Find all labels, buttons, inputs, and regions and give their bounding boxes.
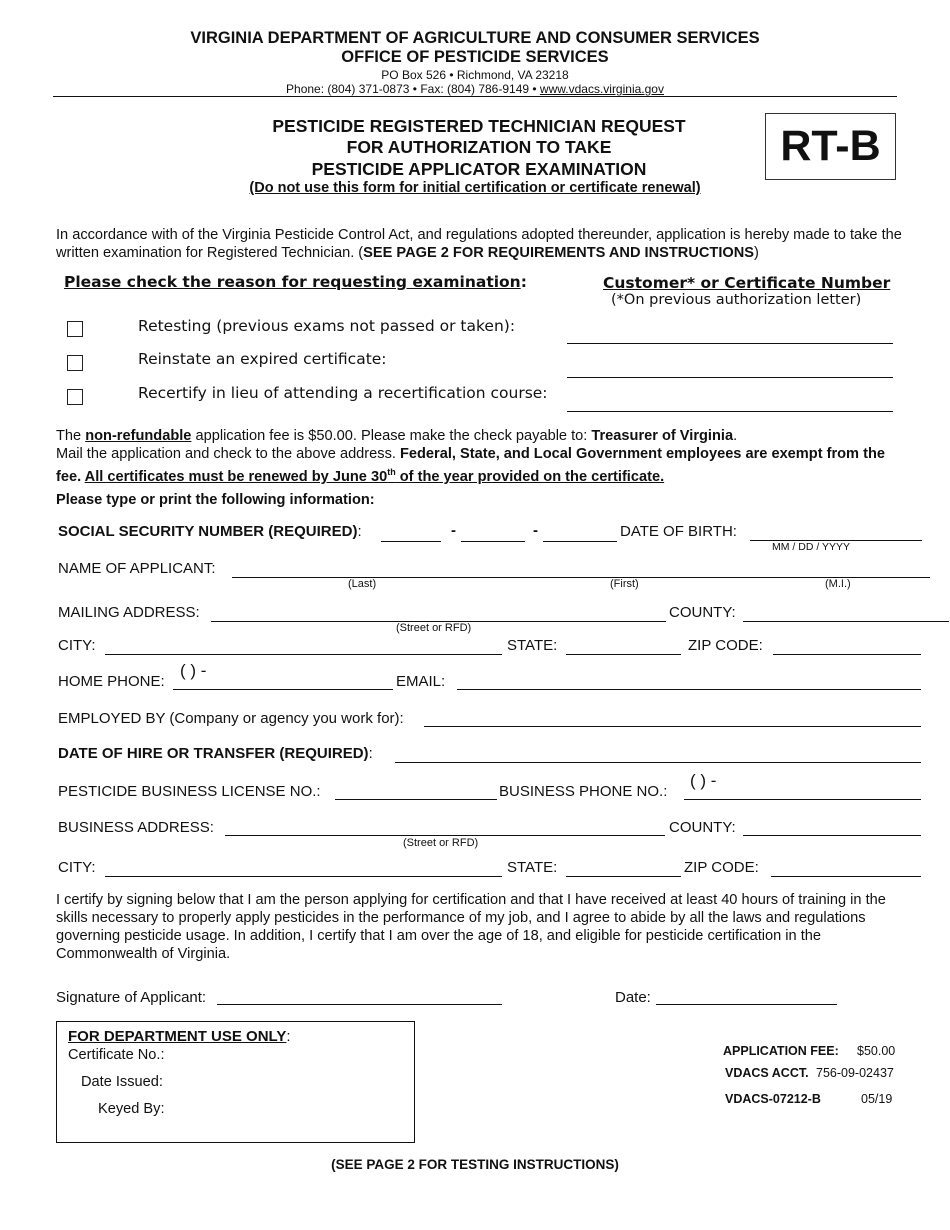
home-phone-input[interactable] (173, 673, 393, 690)
title-line-2: FOR AUTHORIZATION TO TAKE (346, 137, 612, 157)
vdacs-account-value: 756-09-02437 (816, 1066, 894, 1080)
vdacs-account-label: VDACS ACCT. (725, 1066, 809, 1080)
date-issued-label: Date Issued: (81, 1074, 163, 1090)
reasons-heading (64, 273, 527, 291)
name-label: NAME OF APPLICANT: (58, 560, 216, 577)
title-line-1: PESTICIDE REGISTERED TECHNICIAN REQUEST (272, 116, 686, 136)
phone-fax: Phone: (804) 371-0873 • Fax: (804) 786-9149 • (286, 82, 540, 96)
header-divider (53, 96, 897, 97)
signature-label: Signature of Applicant: (56, 989, 207, 1006)
reasons-heading-text: Please check the reason for requesting examination (64, 273, 521, 291)
fee-text-1: The (56, 428, 86, 444)
agency-name: VIRGINIA DEPARTMENT OF AGRICULTURE AND CONSUMER SERVICES (190, 29, 760, 47)
form-code-box: RT-B (765, 113, 896, 180)
email-input[interactable] (457, 673, 921, 690)
business-state-label: STATE: (507, 859, 558, 876)
fee-paragraph (56, 427, 906, 486)
hire-date-input[interactable] (395, 746, 921, 763)
intro-paragraph (56, 226, 906, 262)
fee-renewal-sup: th (387, 467, 396, 477)
business-zip-input[interactable] (771, 860, 921, 877)
dob-label: DATE OF BIRTH: (620, 523, 737, 540)
website-link[interactable]: www.vdacs.virginia.gov (539, 82, 664, 96)
reinstate-label: Reinstate an expired certificate: (138, 350, 387, 368)
title-note: (Do not use this form for initial certification or certificate renewal) (249, 180, 701, 196)
signature-date-input[interactable] (656, 988, 837, 1005)
number-heading: Customer* or Certificate Number (603, 274, 891, 292)
intro-bold: SEE PAGE 2 FOR REQUIREMENTS AND INSTRUCTIONS (363, 245, 754, 261)
keyed-by-label: Keyed By: (98, 1101, 165, 1117)
business-phone-label: BUSINESS PHONE NO.: (499, 783, 668, 800)
fee-renewal-b: of the year provided on the certificate. (395, 468, 665, 485)
application-fee-label: APPLICATION FEE: (723, 1044, 839, 1058)
mailing-state-input[interactable] (566, 638, 681, 655)
fee-text-2: application fee is $50.00. Please make the check payable to: (191, 428, 592, 444)
business-address-label: BUSINESS ADDRESS: (58, 819, 214, 836)
info-prompt: Please type or print the following information: (56, 492, 375, 508)
form-number: VDACS-07212-B (725, 1092, 821, 1106)
office-name: OFFICE OF PESTICIDE SERVICES (341, 48, 609, 66)
name-last-hint: (Last) (348, 578, 377, 590)
business-address-input[interactable] (225, 819, 665, 836)
fee-exempt: Federal, State, and Local Government employees are exempt from the fee (56, 446, 885, 485)
business-city-input[interactable] (105, 860, 502, 877)
signature-date-label: Date: (615, 989, 651, 1006)
name-mi-hint: (M.I.) (825, 578, 851, 590)
mailing-county-input[interactable] (743, 605, 949, 622)
fee-text-3: . (733, 428, 738, 444)
hire-date-label-colon: : (368, 745, 373, 762)
mailing-street-hint: (Street or RFD) (396, 622, 472, 634)
mailing-city-label: CITY: (58, 637, 96, 654)
reinstate-checkbox[interactable] (67, 355, 83, 371)
mailing-zip-input[interactable] (773, 638, 921, 655)
reasons-heading-colon: : (520, 273, 527, 291)
recertify-number-field[interactable] (567, 411, 893, 412)
intro-text: In accordance with of the Virginia Pesticide Control Act, and regulations adopted thereunder, application is hereby made to take the written examination for Registered Technician. ( (56, 227, 902, 261)
signature-input[interactable] (217, 988, 502, 1005)
mailing-address-label: MAILING ADDRESS: (58, 604, 200, 621)
business-license-label: PESTICIDE BUSINESS LICENSE NO.: (58, 783, 321, 800)
dob-input[interactable] (750, 524, 922, 541)
business-city-label: CITY: (58, 859, 96, 876)
mailing-address-input[interactable] (211, 605, 666, 622)
department-use-heading (68, 1028, 291, 1045)
business-phone-parens: ( ) - (690, 771, 717, 790)
employed-by-label: EMPLOYED BY (Company or agency you work for): (58, 710, 404, 727)
fee-payee: Treasurer of Virginia (591, 428, 734, 444)
mailing-zip-label: ZIP CODE: (688, 637, 763, 654)
mailing-city-input[interactable] (105, 638, 502, 655)
certification-statement: I certify by signing below that I am the person applying for certification and that I have received at least 40 hours of training in the skills necessary to properly apply pesticides in the performance of my job, and I agree to abide by all the laws and regulations governing pesticide usage. In addition, I certify that I am over the age of 18, and eligible for pesticide certification in the Commonwealth of Virginia. (56, 892, 886, 962)
business-license-input[interactable] (335, 783, 497, 800)
title-line-3: PESTICIDE APPLICATOR EXAMINATION (311, 159, 647, 179)
recertify-label: Recertify in lieu of attending a recertification course: (138, 384, 548, 402)
fee-renewal (85, 469, 664, 485)
form-date: 05/19 (861, 1092, 893, 1106)
business-county-label: COUNTY: (669, 819, 736, 836)
mailing-state-label: STATE: (507, 637, 558, 654)
name-first-hint: (First) (610, 578, 639, 590)
email-label: EMAIL: (396, 673, 446, 690)
recertify-checkbox[interactable] (67, 389, 83, 405)
retest-checkbox[interactable] (67, 321, 83, 337)
number-note: (*On previous authorization letter) (611, 292, 862, 308)
application-fee-value: $50.00 (857, 1044, 896, 1058)
retest-label: Retesting (previous exams not passed or taken): (138, 317, 516, 335)
ssn-part-2-input[interactable] (461, 525, 525, 542)
ssn-label-text: SOCIAL SECURITY NUMBER (REQUIRED) (58, 523, 358, 540)
employed-by-input[interactable] (424, 710, 921, 727)
department-use-heading-text: FOR DEPARTMENT USE ONLY (68, 1028, 287, 1045)
certificate-number-label: Certificate No.: (68, 1047, 165, 1063)
home-phone-label: HOME PHONE: (58, 673, 165, 690)
fee-text-4: Mail the application and check to the above address. (56, 446, 400, 462)
ssn-dash-2: - (533, 522, 538, 539)
fee-renewal-a: All certificates must be renewed by June 30 (84, 468, 388, 485)
department-use-box (56, 1021, 415, 1143)
intro-close: ) (754, 245, 759, 261)
retest-number-field[interactable] (567, 343, 893, 344)
mailing-county-label: COUNTY: (669, 604, 736, 621)
business-phone-input[interactable] (684, 783, 921, 800)
home-phone-parens: ( ) - (180, 661, 207, 680)
ssn-dash-1: - (451, 522, 456, 539)
ssn-part-3-input[interactable] (543, 525, 617, 542)
ssn-label-colon: : (357, 523, 362, 540)
reinstate-number-field[interactable] (567, 377, 893, 378)
fee-nonrefundable: non-refundable (85, 428, 192, 444)
ssn-part-1-input[interactable] (381, 525, 441, 542)
hire-date-label-text: DATE OF HIRE OR TRANSFER (REQUIRED) (58, 745, 369, 762)
name-input[interactable] (232, 561, 930, 578)
business-street-hint: (Street or RFD) (403, 837, 479, 849)
agency-address: PO Box 526 • Richmond, VA 23218 (381, 68, 569, 82)
footer-instructions: (SEE PAGE 2 FOR TESTING INSTRUCTIONS) (331, 1157, 619, 1172)
department-use-heading-colon: : (286, 1028, 291, 1045)
business-county-input[interactable] (743, 819, 921, 836)
business-zip-label: ZIP CODE: (684, 859, 759, 876)
agency-contact (0, 82, 950, 96)
business-state-input[interactable] (566, 860, 681, 877)
ssn-label (58, 523, 362, 540)
fee-text-5: . (77, 468, 85, 485)
dob-hint: MM / DD / YYYY (772, 541, 850, 553)
hire-date-label (58, 745, 373, 762)
